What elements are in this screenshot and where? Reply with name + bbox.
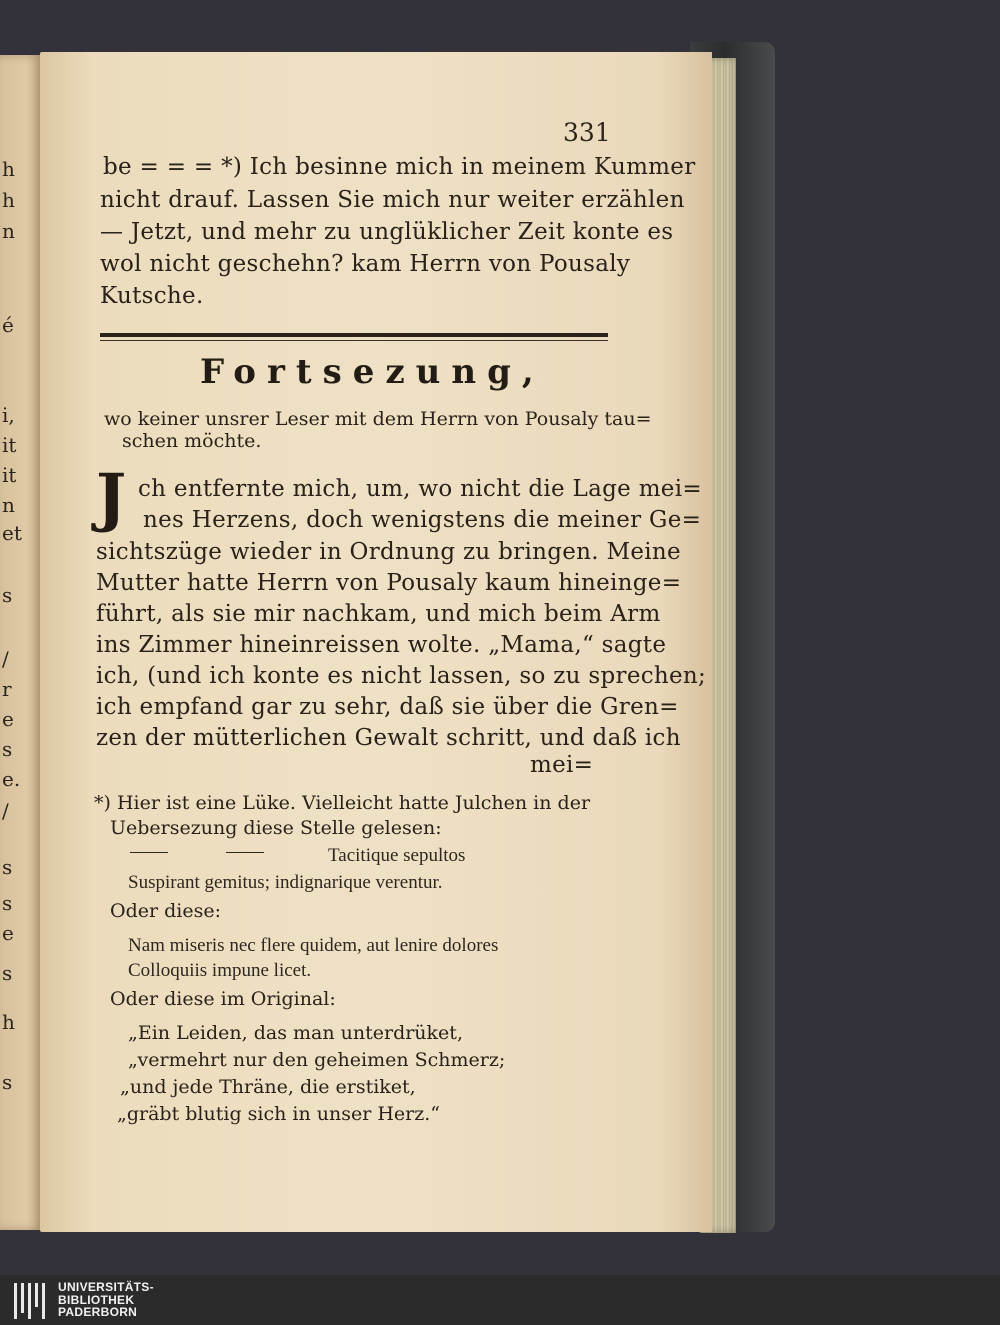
footnote-line: *) Hier ist eine Lüke. Vielleicht hatte Julchen in der	[94, 792, 591, 814]
footnote-line: Oder diese:	[110, 900, 221, 922]
text-line: be = = = *) Ich besinne mich in meinem Kummer	[103, 154, 696, 180]
library-logo-icon	[14, 1283, 48, 1319]
footnote-line: Oder diese im Original:	[110, 988, 336, 1010]
left-fragment: et	[2, 521, 22, 545]
footnote-line: Uebersezung diese Stelle gelesen:	[110, 817, 442, 839]
library-name	[58, 1281, 154, 1319]
left-fragment: e.	[2, 767, 21, 791]
text-line: ch entfernte mich, um, wo nicht die Lage mei=	[138, 476, 702, 502]
section-rule-thin	[100, 340, 608, 341]
verse-line: „gräbt blutig sich in unser Herz.“	[117, 1103, 440, 1125]
latin-verse: Tacitique sepultos	[328, 845, 466, 866]
catchword: mei=	[530, 752, 594, 778]
verse-line: „Ein Leiden, das man unterdrüket,	[128, 1022, 463, 1044]
text-line: — Jetzt, und mehr zu unglüklicher Zeit konte es	[100, 219, 674, 245]
text-line: sichtszüge wieder in Ordnung zu bringen. Meine	[96, 539, 681, 565]
drop-cap: J	[96, 460, 127, 535]
left-fragment: /	[2, 647, 9, 671]
text-line: ich, (und ich konte es nicht lassen, so zu sprechen;	[96, 663, 707, 689]
text-line: wol nicht geschehn? kam Herrn von Pousaly	[100, 251, 631, 277]
section-heading: Fortsezung,	[200, 352, 545, 392]
left-page-edge	[0, 55, 44, 1230]
left-fragment: s	[2, 855, 13, 879]
left-fragment: e	[2, 921, 14, 945]
section-rule	[100, 333, 608, 337]
dash-mark	[130, 852, 168, 853]
left-fragment: h	[2, 188, 15, 212]
library-name-line: BIBLIOTHEK	[58, 1292, 135, 1307]
left-fragment: r	[2, 677, 12, 701]
text-line: ins Zimmer hineinreissen wolte. „Mama,“ sagte	[96, 632, 667, 658]
library-name-line: PADERBORN	[58, 1305, 138, 1319]
page-number: 331	[563, 118, 611, 147]
left-fragment: s	[2, 1070, 13, 1094]
left-fragment: e	[2, 707, 14, 731]
text-line: führt, als sie mir nachkam, und mich beim Arm	[96, 601, 661, 627]
left-fragment: s	[2, 961, 13, 985]
text-line: ich empfand gar zu sehr, daß sie über die Gren=	[96, 694, 679, 720]
verse-line: „vermehrt nur den geheimen Schmerz;	[128, 1049, 506, 1071]
text-line: Kutsche.	[100, 283, 204, 309]
left-fragment: s	[2, 891, 13, 915]
left-fragment: n	[2, 493, 15, 517]
left-fragment: s	[2, 583, 13, 607]
left-fragment: /	[2, 799, 9, 823]
left-fragment: it	[2, 463, 17, 487]
left-fragment: s	[2, 737, 13, 761]
text-line: zen der mütterlichen Gewalt schritt, und daß ich	[96, 725, 681, 751]
left-fragment: h	[2, 157, 15, 181]
left-fragment: é	[2, 313, 14, 337]
dash-mark	[226, 852, 264, 853]
verse-line: „und jede Thräne, die erstiket,	[120, 1076, 416, 1098]
subheading-line: schen möchte.	[122, 430, 262, 452]
latin-verse: Nam miseris nec flere quidem, aut lenire dolores	[128, 935, 499, 956]
text-line: nicht drauf. Lassen Sie mich nur weiter erzählen	[100, 187, 685, 213]
library-name-line: UNIVERSITÄTS-	[58, 1280, 154, 1294]
left-fragment: n	[2, 219, 15, 243]
latin-verse: Colloquiis impune licet.	[128, 960, 312, 981]
latin-verse: Suspirant gemitus; indignarique verentur.	[128, 872, 443, 893]
subheading-line: wo keiner unsrer Leser mit dem Herrn von Pousaly tau=	[104, 408, 652, 430]
text-line: Mutter hatte Herrn von Pousaly kaum hineinge=	[96, 570, 682, 596]
left-fragment: it	[2, 433, 17, 457]
left-fragment: i,	[2, 403, 15, 427]
text-line: nes Herzens, doch wenigstens die meiner Ge=	[143, 507, 702, 533]
left-fragment: h	[2, 1010, 15, 1034]
